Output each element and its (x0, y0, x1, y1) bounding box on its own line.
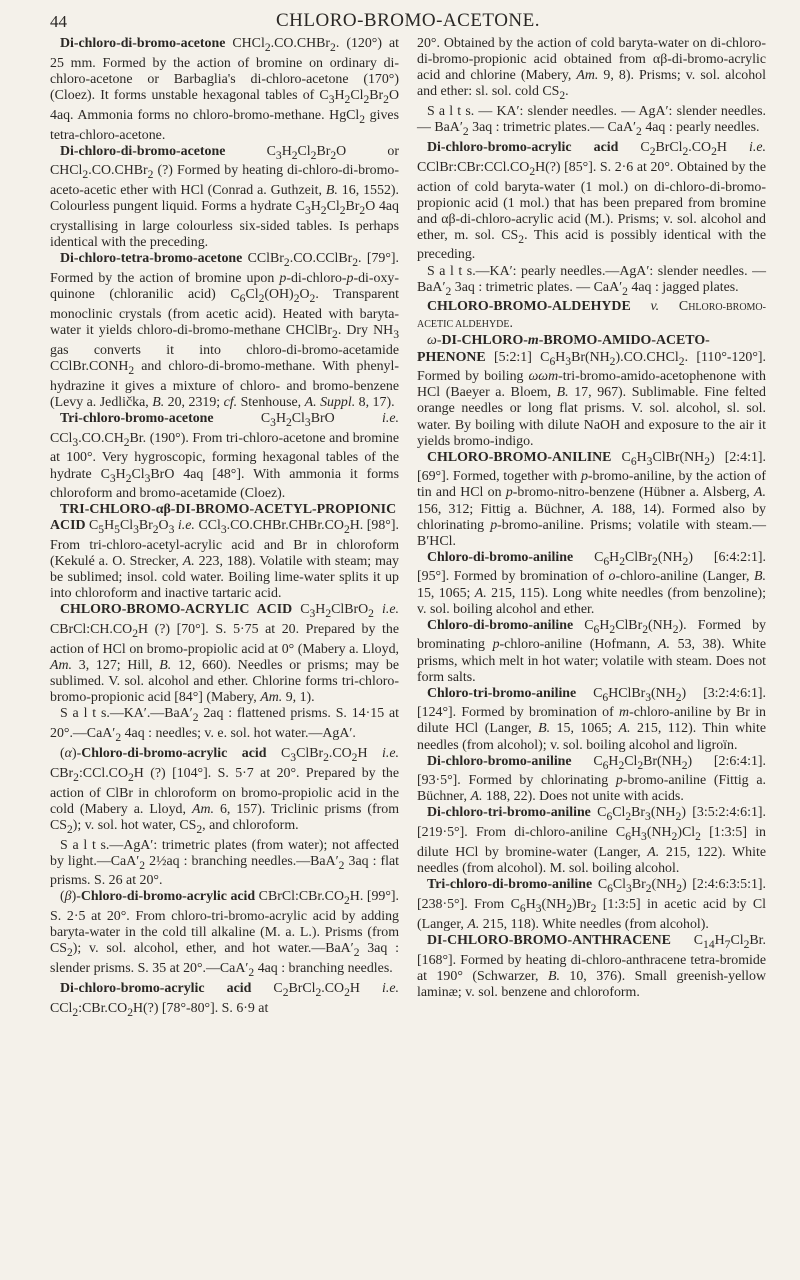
entry-paragraph: Di-chloro-di-bromo-acetone CHCl$_2$.CO.CHBr$_2$. (120°) at 25 mm. Formed by the action of bromine on ordinary di-chloro-acetone or Barbaglia's di-chloro-acetone (170°) (Cloez). It forms unstable hexagonal tables of $C_3H_2Cl_2Br_2O$ 4aq. Ammonia forms no chloro-bromo-methane. HgCl$_2$ gives tetra-chloro-acetone. (50, 36, 400, 143)
entry-paragraph: Di-chloro-tetra-bromo-acetone CClBr$_2$.CO.CClBr$_2$. [79°]. Formed by the action of bromine upon p-di-chloro-p-di-oxy-quinone (chloranilic acid) $C_6Cl_2(OH)_2O_2$. Transparent monoclinic crystals (from acetic acid). Heated with baryta-water it yields chloro-di-bromo-methane CHClBr$_2$. Dry $NH_3$ gas converts it into chloro-di-bromo-acetamide $CClBr.CONH_2$ and chloro-di-bromo-methane. With phenyl-hydrazine it gives a mixture of chloro- and bromo-benzene (Levy a. Jedlička, B. 20, 2319; cf. Stenhouse, A. Suppl. 8, 17). (50, 251, 400, 410)
page-header (50, 0, 766, 34)
entry-paragraph: Di-chloro-bromo-acrylic acid $C_2BrCl_2.CO_2H$ i.e. $CCl_2:CBr.CO_2H(?)$ [78°-80°]. S. 6·9 at (50, 981, 399, 1019)
entry-paragraph: ω-DI-CHLORO-m-BROMO-AMIDO-ACETO-PHENONE [5:2:1] $C_6H_3Br(NH_2).CO.CHCl_2$. [110°-120°]. Formed by boiling ωωm-tri-bromo-amido-acetophenone with HCl (Baeyer a. Bloem, B. 17, 967). Sublimable. Fine felted orange needles or long flat prisms. V. sol. alcohol, sl. sol. water. By boiling with dilute NaOH and exposure to the air it yields bromo-indigo. (417, 333, 766, 449)
entry-paragraph: Di-chloro-bromo-acrylic acid $C_2BrCl_2.CO_2H$ i.e. $CClBr:CBr:CCl.CO_2H(?)$ [85°]. S. 2·6 at 20°. Obtained by the action of cold baryta-water (1 mol.) on di-chloro-di-bromo-propionic acid (1 mol.) that has been prepared from bromine and αβ-di-chloro-acrylic acid (M.). Prisms; v. sol. alcohol and ether, m. sol. $CS_2$. This acid is possibly identical with the preceding. (417, 139, 766, 263)
entry-paragraph: Chloro-di-bromo-aniline $C_6H_2ClBr_2(NH_2)$. Formed by brominating p-chloro-aniline (Hofmann, A. 53, 38). White prisms, which melt in hot water; volatile with steam. Does not form salts. (417, 617, 767, 685)
text-columns (50, 36, 766, 1021)
entry-paragraph: 20°. Obtained by the action of cold baryta-water on di-chloro-di-bromo-propionic acid obtained from αβ-di-bromo-acrylic acid and chlorine (Mabery, Am. 9, 8). Prisms; v. sol. alcohol and ether: sl. sol. cold $CS_2$. (417, 36, 766, 102)
left-column (50, 36, 399, 1021)
entry-paragraph: Chloro-di-bromo-aniline $C_6H_2ClBr_2(NH_2)$ [6:4:2:1]. [95°]. Formed by bromination of o-chloro-aniline (Langer, B. 15, 1065; A. 215, 115). Long white needles (from benzoline); v. sol. boiling alcohol and ether. (417, 549, 766, 617)
entry-paragraph: (β)-Chloro-di-bromo-acrylic acid $CBrCl:CBr.CO_2H$. [99°]. S. 2·5 at 20°. From chloro-tri-bromo-acrylic acid by adding baryta-water in the cold till alkaline (M. a. L.). Prisms (from $CS_2$); v. sol. alcohol, ether, and hot $water.—BaA'_2$ 3aq : slender prisms. S. 35 at $20^\circ.—CaA'_2$ 4aq : branching needles. (50, 889, 399, 979)
entry-paragraph: S a l t s.—AgA′: trimetric plates (from water); not affected by $light.—CaA'_2$ 2½aq : branching $needles.—BaA'_2$ 3aq : flat prisms. S. 26 at 20°. (50, 837, 400, 889)
entry-paragraph: Di-chloro-bromo-aniline $C_6H_2Cl_2Br(NH_2)$ [2:6:4:1]. [93·5°]. Formed by chlorinating p-bromo-aniline (Fittig a. Büchner, A. 188, 22). Does not unite with acids. (417, 753, 766, 805)
entry-paragraph: Di-chloro-tri-bromo-aniline $C_6Cl_2Br_3(NH_2)$ [3:5:2:4:6:1]. [219·5°]. From di-chloro-aniline $C_6H_3(NH_2)Cl_2$ [1:3:5] in dilute HCl by bromine-water (Langer, A. 215, 122). White needles (from alcohol). M. sol. boiling alcohol. (417, 805, 767, 877)
entry-paragraph: Tri-chloro-bromo-acetone $C_3H_2Cl_3BrO$ i.e. $CCl_3.CO.CH_2Br$. (190°). From tri-chloro-acetone and bromine at 100°. Very hygroscopic, forming hexagonal tables of the hydrate $C_3H_2Cl_3BrO$ 4aq [48°]. With ammonia it forms chloroform and bromo-acetamide (Cloez). (50, 410, 399, 502)
entry-paragraph: S a l t s.—KA′: pearly needles.—AgA′: slender needles. — $BaA'_2$ 3aq : trimetric plates. — $CaA'_2$ 4aq : jagged plates. (417, 263, 766, 298)
entry-paragraph: CHLORO-BROMO-ANILINE $C_6H_3ClBr(NH_2)$ [2:4:1]. [69°]. Formed, together with p-bromo-aniline, by the action of tin and HCl on p-bromo-nitro-benzene (Hübner a. Alsberg, A. 156, 312; Fittig a. Büchner, A. 188, 14). Formed also by chlorinating p-bromo-aniline. Prisms; volatile with steam.—B′HCl. (417, 449, 767, 549)
entry-paragraph: S a l t s. — KA′: slender needles. — AgA′: slender needles.— $BaA'_2$ 3aq : trimetric plates.— $CaA'_2$ 4aq : pearly needles. (417, 103, 766, 138)
running-head: CHLORO-BROMO-ACETONE. (275, 10, 540, 31)
entry-paragraph: CHLORO-BROMO-ACRYLIC ACID $C_3H_2ClBrO_2$ i.e. $CBrCl:CH.CO_2H$ (?) [70°]. S. 5·75 at 20. Prepared by the action of HCl on bromo-propiolic acid at 0° (Mabery a. Lloyd, Am. 3, 127; Hill, B. 12, 660). Needles or prisms; may be sublimed. V. sol. alcohol and ether. Chlorine forms tri-chloro-bromo-propionic acid [84°] (Mabery, Am. 9, 1). (50, 602, 399, 706)
entry-paragraph: (α)-Chloro-di-bromo-acrylic acid $C_3ClBr_2.CO_2H$ i.e. $CBr_2:CCl.CO_2H$ (?) [104°]. S. 5·7 at 20°. Prepared by the action of ClBr in chloroform on bromo-propiolic acid in the cold (Mabery a. Lloyd, Am. 6, 157). Triclinic prisms (from $CS_2$); v. sol. hot water, $CS_2$, and chloroform. (50, 745, 399, 836)
entry-paragraph: Chloro-tri-bromo-aniline $C_6HClBr_3(NH_2)$ [3:2:4:6:1]. [124°]. Formed by bromination of m-chloro-aniline by Br in dilute HCl (Langer, B. 15, 1065; A. 215, 112). Thin white needles (from alcohol); v. sol. boiling alcohol and ligroïn. (417, 685, 766, 753)
page-number: 44 (50, 12, 67, 31)
right-column (417, 36, 766, 1021)
entry-paragraph: Tri-chloro-di-bromo-aniline $C_6Cl_3Br_2(NH_2)$ [2:4:6:3:5:1]. [238·5°]. From $C_6H_3(NH_2)Br_2$ [1:3:5] in acetic acid by Cl (Langer, A. 215, 118). White needles (from alcohol). (417, 877, 766, 932)
entry-paragraph: S a l t $s.—KA'.—BaA'_2$ 2aq : flattened prisms. S. 14·15 at $20^\circ.—CaA'_2$ 4aq : needles; v. e. sol. hot water.—AgA′. (50, 706, 400, 744)
entry-paragraph: Di-chloro-di-bromo-acetone $C_3H_2Cl_2Br_2O$ or CHCl$_2$.CO.CHBr$_2$ (?) Formed by heating di-chloro-di-bromo-aceto-acetic ether with HCl (Conrad a. Guthzeit, B. 16, 1552). Colourless pungent liquid. Forms a hydrate $C_3H_2Cl_2Br_2O$ 4aq crystallising in large colourless six-sided tables. Is perhaps identical with the preceding. (50, 143, 400, 251)
entry-paragraph: DI-CHLORO-BROMO-ANTHRACENE $C_{14}H_7Cl_2Br$. [168°]. Formed by heating di-chloro-anthracene tetra-bromide at 190° (Schwarzer, B. 10, 376). Small greenish-yellow laminæ; v. sol. benzene and chloroform. (417, 932, 766, 1000)
entry-paragraph: CHLORO-BROMO-ALDEHYDE v. CHLORO-BROMO-ACETIC ALDEHYDE. (417, 299, 766, 332)
entry-paragraph: TRI-CHLORO-αβ-DI-BROMO-ACETYL-PROPIONIC ACID $C_5H_5Cl_3Br_2O_3$ i.e. $CCl_3.CO.CHBr.CHBr.CO_2H$. [98°]. From tri-chloro-acetyl-acrylic acid and Br in chloroform (Kekulé a. O. Strecker, A. 223, 188). Volatile with steam; may be sublimed; insol. cold water. Boiling lime-water splits it up into chloroform and inactive tartaric acid. (50, 502, 399, 602)
